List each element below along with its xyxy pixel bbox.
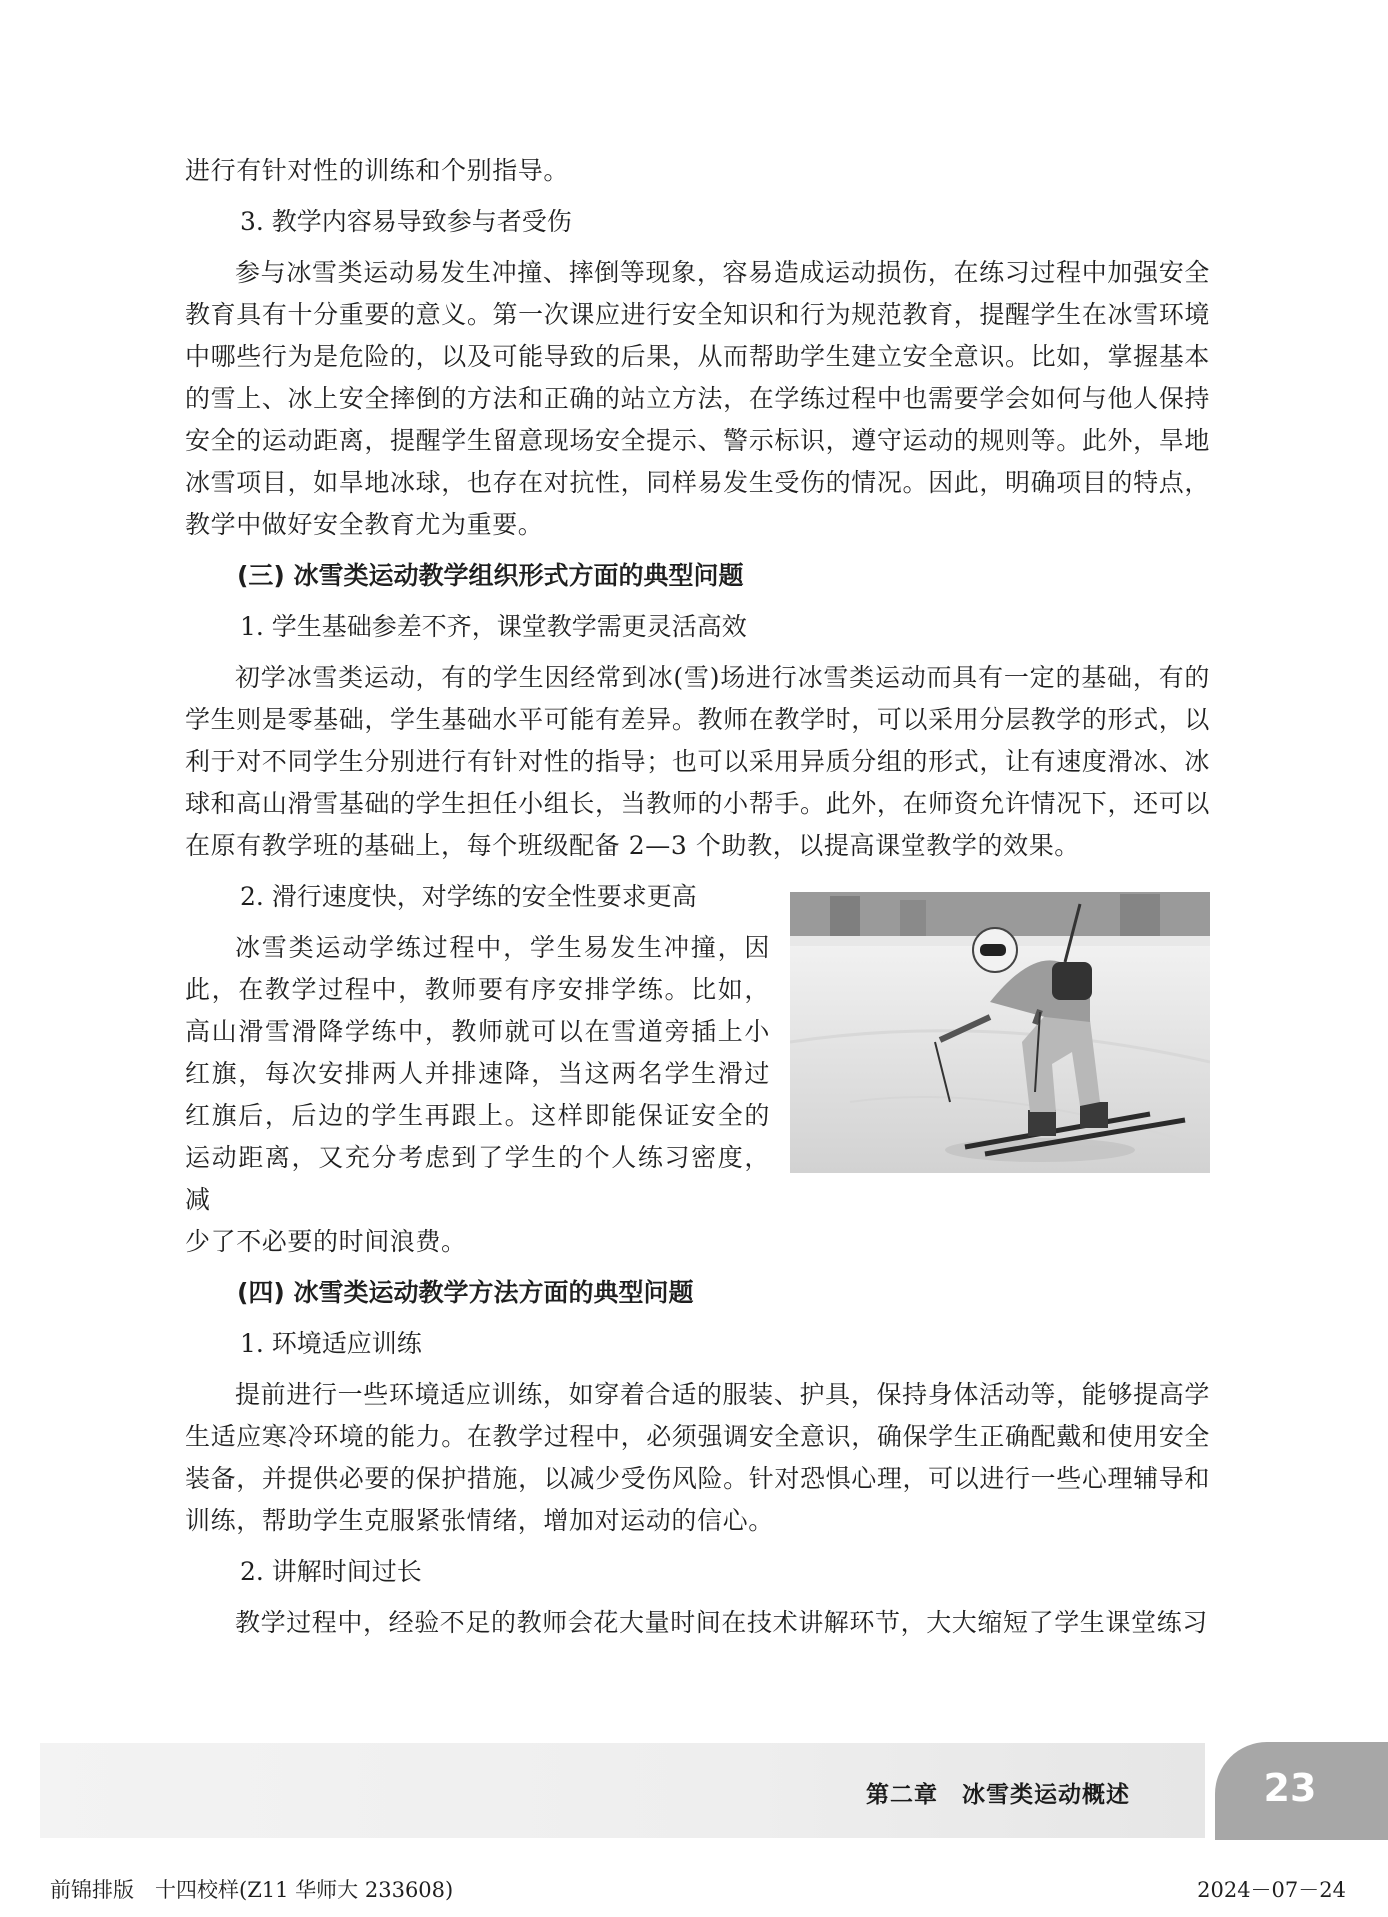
- paragraph: 进行有针对性的训练和个别指导。: [185, 156, 570, 185]
- subheading: 1. 学生基础参差不齐，课堂教学需更灵活高效: [240, 612, 747, 641]
- paragraph: 参与冰雪类运动易发生冲撞、摔倒等现象，容易造成运动损伤，在练习过程中加强安全教育具有十分重要的意义。第一次课应进行安全知识和行为规范教育，提醒学生在冰雪环境中哪些行为是危险的，以及可能导致的后果，从而帮助学生建立安全意识。比如，掌握基本的雪上、冰上安全摔倒的方法和正确的站立方法，在学练过程中也需要学会如何与他人保持安全的运动距离，提醒学生留意现场安全提示、警示标识，遵守运动的规则等。此外，旱地冰雪项目，如旱地冰球，也存在对抗性，同样易发生受伤的情况。因此，明确项目的特点，教学中做好安全教育尤为重要。: [185, 258, 1210, 539]
- subheading: 3. 教学内容易导致参与者受伤: [240, 207, 572, 236]
- text-with-photo: [185, 876, 1210, 1221]
- paragraph: 提前进行一些环境适应训练，如穿着合适的服装、护具，保持身体活动等，能够提高学生适应寒冷环境的能力。在教学过程中，必须强调安全意识，确保学生正确配戴和使用安全装备，并提供必要的保护措施，以减少受伤风险。针对恐惧心理，可以进行一些心理辅导和训练，帮助学生克服紧张情绪，增加对运动的信心。: [185, 1380, 1210, 1535]
- paragraph: 初学冰雪类运动，有的学生因经常到冰(雪)场进行冰雪类运动而具有一定的基础，有的学生则是零基础，学生基础水平可能有差异。教师在教学时，可以采用分层教学的形式，以利于对不同学生分别进行有针对性的指导；也可以采用异质分组的形式，让有速度滑冰、冰球和高山滑雪基础的学生担任小组长，当教师的小帮手。此外，在师资允许情况下，还可以在原有教学班的基础上，每个班级配备 2—3 个助教，以提高课堂教学的效果。: [185, 663, 1210, 860]
- page-number: 23: [1263, 1766, 1317, 1810]
- skier-photo: [790, 892, 1210, 1173]
- text-column: [185, 876, 770, 1221]
- paragraph: 少了不必要的时间浪费。: [185, 1227, 467, 1256]
- paragraph: 教学过程中，经验不足的教师会花大量时间在技术讲解环节，大大缩短了学生课堂练习: [235, 1608, 1208, 1637]
- subheading: 1. 环境适应训练: [240, 1329, 422, 1358]
- page-body: [185, 150, 1210, 1653]
- section-heading: (四) 冰雪类运动教学方法方面的典型问题: [237, 1278, 694, 1307]
- subheading: 2. 滑行速度快，对学练的安全性要求更高: [240, 882, 697, 911]
- chapter-title: 第二章 冰雪类运动概述: [866, 1782, 1130, 1808]
- print-mark-left: 前锦排版 十四校样(Z11 华师大 233608): [50, 1878, 454, 1902]
- section-heading: (三) 冰雪类运动教学组织形式方面的典型问题: [237, 561, 744, 590]
- print-mark-date: 2024－07－24: [1197, 1878, 1346, 1902]
- paragraph: 冰雪类运动学练过程中，学生易发生冲撞，因此，在教学过程中，教师要有序安排学练。比如，高山滑雪滑降学练中，教师就可以在雪道旁插上小红旗，每次安排两人并排速降，当这两名学生滑过红旗后，后边的学生再跟上。这样即能保证安全的运动距离，又充分考虑到了学生的个人练习密度，减: [185, 933, 770, 1214]
- skier-illustration: [790, 892, 1210, 1173]
- subheading: 2. 讲解时间过长: [240, 1557, 422, 1586]
